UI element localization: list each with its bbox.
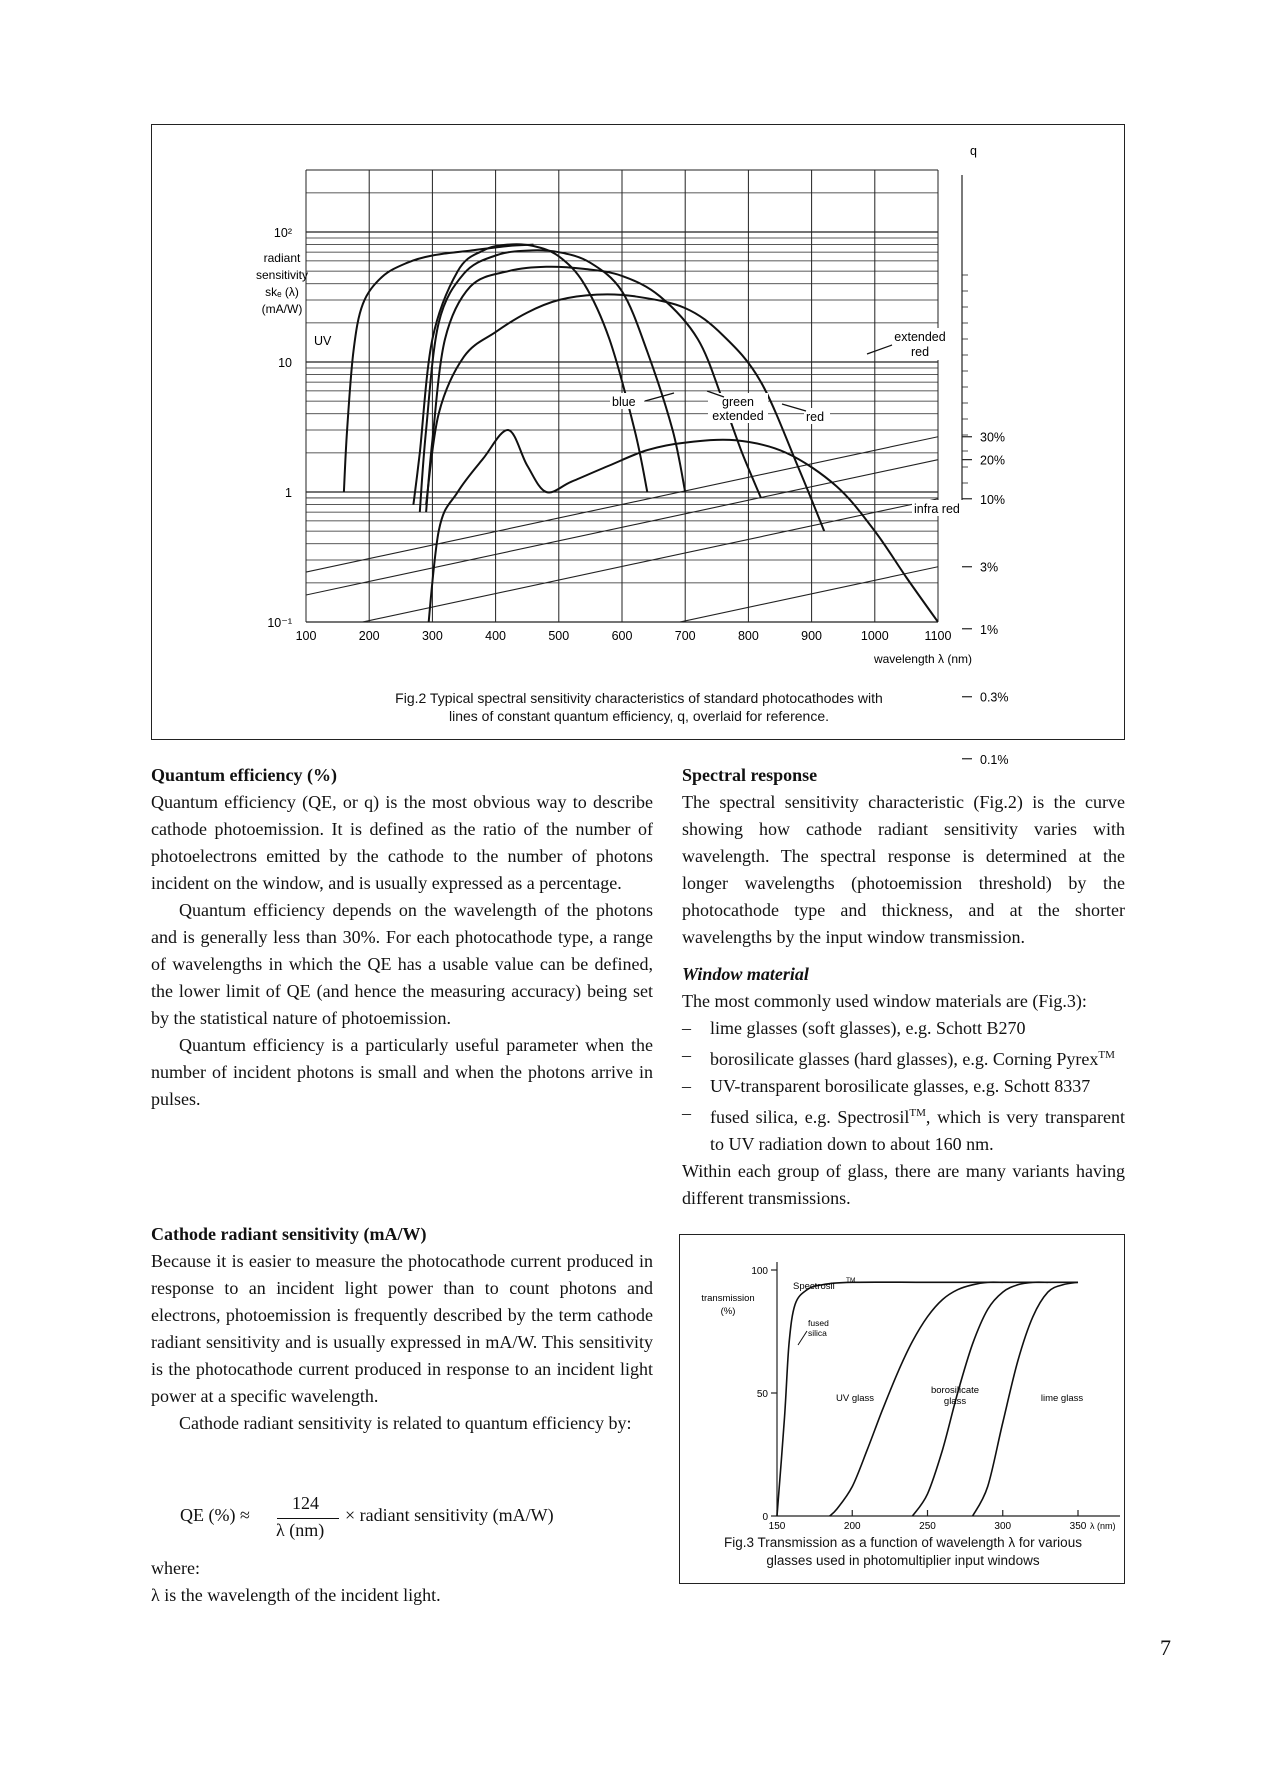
label-spectrosil: Spectrosil bbox=[793, 1281, 835, 1292]
red-arrow bbox=[782, 404, 806, 411]
q-label: 0.3% bbox=[980, 690, 1009, 705]
where-label: where: bbox=[151, 1558, 200, 1578]
label-glass: glass bbox=[943, 1396, 967, 1407]
label-extended-red-1: extended bbox=[894, 330, 946, 344]
label-spectrosil-sup: TM bbox=[846, 1277, 856, 1284]
x-tick-label: 300 bbox=[994, 1521, 1012, 1532]
y-tick-label: 10 bbox=[278, 356, 292, 371]
x-tick-label: 100 bbox=[295, 629, 317, 643]
figure-3-caption-line-2: glasses used in photomultiplier input windows bbox=[766, 1553, 1040, 1568]
figure-2-caption-line-2: lines of constant quantum efficiency, q, overlaid for reference. bbox=[448, 708, 830, 724]
series-line bbox=[426, 430, 938, 651]
q-label: 20% bbox=[980, 453, 1006, 468]
where-block bbox=[151, 1555, 653, 1609]
x-tick-label: 500 bbox=[548, 629, 570, 643]
left-column bbox=[151, 762, 653, 1113]
y-tick-label: 10⁻¹ bbox=[267, 616, 292, 630]
formula-numerator: 124 bbox=[292, 1493, 319, 1513]
formula-lhs: QE (%) ≈ bbox=[180, 1505, 250, 1525]
qe-paragraph-2: Quantum efficiency depends on the wavelength of the photons and is generally less than 30%. For each photocathode type, a range of wavelengths in which the QE has a usable value can be defined, the lower limit of QE (and hence the measuring accuracy) being set by the statistical nature of photoemission. bbox=[151, 900, 653, 1028]
figure-3-caption bbox=[680, 1534, 1126, 1570]
crs-paragraph-1: Because it is easier to measure the photocathode current produced in response to an incident light power than to count photons and electrons, photoemission is frequently described by the term cathode radiant sensitivity and is usually expressed in mA/W. This sensitivity is the photocathode current produced in response to an incident light power at a specific wavelength. bbox=[151, 1251, 653, 1406]
q-label: 1% bbox=[980, 622, 999, 637]
formula-rhs: × radiant sensitivity (mA/W) bbox=[345, 1505, 554, 1525]
label-green: green bbox=[722, 395, 754, 409]
left-column-lower bbox=[151, 1221, 653, 1437]
x-tick-label: 1000 bbox=[860, 629, 889, 643]
series-line bbox=[426, 267, 764, 512]
fraction-bar bbox=[277, 1518, 339, 1519]
crs-heading: Cathode radiant sensitivity (mA/W) bbox=[151, 1224, 427, 1244]
x-tick-label: 200 bbox=[358, 629, 380, 643]
label-uv-glass: UV glass bbox=[835, 1393, 875, 1404]
y-tick-label: 1 bbox=[285, 486, 292, 501]
y-axis-label-line: transmission bbox=[701, 1293, 755, 1304]
series-line bbox=[420, 250, 685, 512]
label-infra-red: infra red bbox=[914, 502, 960, 516]
y-tick-label: 100 bbox=[751, 1266, 768, 1277]
formula-denominator: λ (nm) bbox=[276, 1520, 325, 1540]
q-label: 10% bbox=[980, 492, 1006, 507]
photocathode-curves bbox=[344, 244, 938, 651]
y-axis-label-line: radiant bbox=[263, 251, 301, 265]
q-label: 30% bbox=[980, 430, 1006, 445]
x-unit: λ (nm) bbox=[1090, 1521, 1116, 1531]
spectral-response-paragraph: The spectral sensitivity characteristic (Fig.2) is the curve showing how cathode radiant sensitivity varies with wavelength. The spectral response is determined at the longer wavelengths (photoemission threshold) by the photocathode type and thickness, and at the shorter wavelengths by the input window transmission. bbox=[682, 792, 1125, 947]
figure-2-caption-line-1: Fig.2 Typical spectral sensitivity characteristics of standard photocathodes with bbox=[395, 690, 883, 706]
q-label: 3% bbox=[980, 560, 999, 575]
x-axis-label: wavelength λ (nm) bbox=[873, 652, 972, 666]
label-uv: UV bbox=[314, 334, 332, 348]
y-tick-label: 10² bbox=[273, 226, 292, 241]
q-axis-title: q bbox=[970, 144, 977, 158]
spectral-response-heading: Spectral response bbox=[682, 765, 818, 785]
label-lime-glass: lime glass bbox=[1040, 1393, 1084, 1404]
x-tick-label: 800 bbox=[737, 629, 759, 643]
window-material-outro: Within each group of glass, there are many variants having different transmissions. bbox=[682, 1161, 1125, 1208]
label-extended-red-2: red bbox=[910, 345, 930, 359]
x-tick-label: 600 bbox=[611, 629, 633, 643]
spectral-sensitivity-chart bbox=[152, 125, 1126, 767]
x-tick-label: 300 bbox=[421, 629, 443, 643]
y-axis-label-line: (%) bbox=[720, 1306, 736, 1317]
figure-3-caption-line-1: Fig.3 Transmission as a function of wavelength λ for various bbox=[724, 1535, 1082, 1550]
page-number: 7 bbox=[1160, 1635, 1171, 1660]
x-tick-label: 400 bbox=[485, 629, 507, 643]
y-tick-label: 0 bbox=[762, 1512, 768, 1523]
y-axis-label-line: (mA/W) bbox=[261, 302, 303, 316]
transmission-chart bbox=[680, 1235, 1126, 1585]
blue-arrow bbox=[645, 393, 674, 401]
x-tick-label: 350 bbox=[1069, 1521, 1087, 1532]
y-tick-label: 50 bbox=[756, 1389, 768, 1400]
window-material-heading: Window material bbox=[682, 964, 809, 984]
label-red: red bbox=[806, 410, 825, 424]
label-silica: silica bbox=[808, 1328, 827, 1338]
figure-3 bbox=[679, 1234, 1125, 1584]
window-material-item-3: – UV-transparent borosilicate glasses, e.g. Schott 8337 bbox=[682, 1076, 1091, 1096]
label-fused: fused bbox=[808, 1318, 829, 1328]
window-material-intro: The most commonly used window materials are (Fig.3): bbox=[682, 991, 1087, 1011]
qe-paragraph-3: Quantum efficiency is a particularly useful parameter when the number of incident photons is small and when the photons arrive in pulses. bbox=[151, 1035, 653, 1109]
label-green-extended: extended bbox=[712, 409, 764, 423]
x-tick-label: 250 bbox=[919, 1521, 936, 1532]
label-blue: blue bbox=[612, 395, 636, 409]
window-material-item-2: – borosilicate glasses (hard glasses), e.g. Corning Pyrex™ bbox=[682, 1045, 1115, 1069]
qe-paragraph-1: Quantum efficiency (QE, or q) is the most obvious way to describe cathode photoemission. It is defined as the ratio of the number of photoelectrons emitted by the cathode to the number of photons incident on the window, and is usually expressed as a percentage. bbox=[151, 792, 653, 893]
crs-paragraph-2: Cathode radiant sensitivity is related to quantum efficiency by: bbox=[179, 1413, 632, 1433]
y-axis-label-line: skₑ (λ) bbox=[265, 285, 299, 299]
transmission-line bbox=[913, 1282, 1048, 1516]
where-definition: λ is the wavelength of the incident light. bbox=[151, 1585, 441, 1605]
figure-2 bbox=[151, 124, 1125, 767]
figure-2-caption bbox=[152, 689, 1126, 725]
q-label: 0.1% bbox=[980, 752, 1009, 767]
x-tick-label: 700 bbox=[674, 629, 696, 643]
window-material-item-1: – lime glasses (soft glasses), e.g. Schott B270 bbox=[682, 1018, 1026, 1038]
window-material-item-4: – fused silica, e.g. Spectrosil™, which is very transparent to UV radiation down to about 160 nm. bbox=[682, 1103, 1125, 1154]
x-tick-label: 900 bbox=[801, 629, 823, 643]
fused-silica-arrow bbox=[798, 1331, 807, 1345]
y-axis-label-line: sensitivity bbox=[255, 268, 309, 282]
x-tick-label: 1100 bbox=[924, 629, 952, 643]
qe-heading: Quantum efficiency (%) bbox=[151, 765, 337, 785]
right-column bbox=[682, 762, 1125, 1212]
x-tick-label: 150 bbox=[768, 1521, 786, 1532]
label-borosilicate: borosilicate bbox=[930, 1385, 980, 1396]
x-tick-label: 200 bbox=[843, 1521, 861, 1532]
